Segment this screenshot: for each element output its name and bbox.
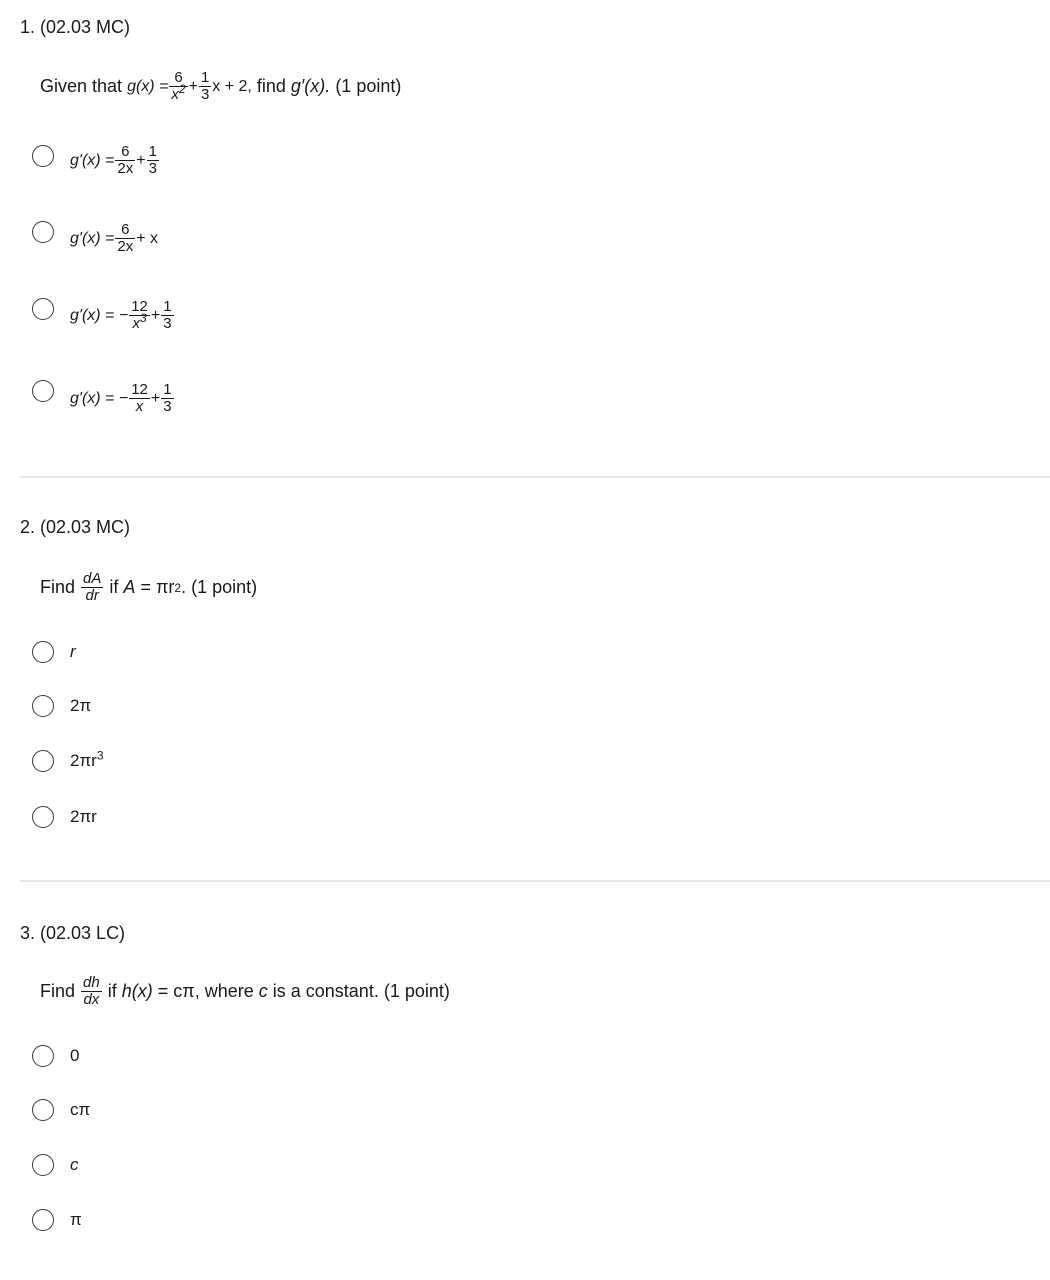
stem-frac1-numerator: 6 xyxy=(174,69,183,86)
q1-option-4-label xyxy=(70,382,175,415)
q3-option-2-label: cπ xyxy=(70,1100,91,1119)
stem-text-given: Given that xyxy=(40,76,123,96)
stem-points: (1 point) xyxy=(335,76,402,96)
q1-opt1-d1: 2x xyxy=(117,160,134,177)
stem-frac1-den-exp: 2 xyxy=(178,82,186,96)
stem-frac1-den-base: x xyxy=(171,86,179,103)
q1-opt2-d1: 2x xyxy=(117,238,134,255)
q2-option-4-label: 2πr xyxy=(70,807,97,826)
q1-opt1-op: + xyxy=(136,151,146,169)
q1-opt4-n1: 12 xyxy=(131,381,148,398)
stem-target: g′(x). xyxy=(290,76,331,96)
q3-func: h(x) xyxy=(121,981,153,1001)
stem-fraction-2 xyxy=(199,70,211,103)
q2-frac-den: dr xyxy=(81,587,103,604)
q1-opt1-d2: 3 xyxy=(148,160,157,177)
q1-option-3-radio[interactable] xyxy=(32,298,54,320)
q1-option-1-label xyxy=(70,144,160,177)
q1-opt3-op: + xyxy=(150,306,161,324)
q3-if-word: if xyxy=(107,981,117,1001)
q2-eq: = πr xyxy=(140,577,175,597)
q1-option-3-label xyxy=(70,299,175,332)
q1-option-2-radio[interactable] xyxy=(32,221,54,243)
q2-option-2-radio[interactable] xyxy=(32,695,54,717)
divider xyxy=(20,476,1050,478)
q1-opt2-tail: + x xyxy=(136,229,159,247)
q1-opt2-n1: 6 xyxy=(121,221,130,238)
q1-opt3-d2: 3 xyxy=(163,315,172,332)
q2-if-word: if xyxy=(109,577,119,597)
q2-find-word: Find xyxy=(40,577,76,597)
q3-option-3-label: c xyxy=(70,1155,79,1174)
q1-opt4-d2: 3 xyxy=(163,398,172,415)
question-3-header: 3. (02.03 LC) xyxy=(20,923,126,943)
q3-option-2-radio[interactable] xyxy=(32,1099,54,1121)
q2-option-1-radio[interactable] xyxy=(32,641,54,663)
q1-opt3-d1: x xyxy=(132,315,140,332)
q1-opt1-n2: 1 xyxy=(148,143,157,160)
stem-plus: + xyxy=(188,77,198,95)
q1-opt3-lhs: g'(x) = − xyxy=(70,306,129,324)
q3-option-4-radio[interactable] xyxy=(32,1209,54,1231)
q2-option-2-label: 2π xyxy=(70,696,92,715)
q1-opt2-lhs: g'(x) = xyxy=(70,229,115,247)
q3-rest-2: = cπ, where xyxy=(157,981,254,1001)
q1-option-1-radio[interactable] xyxy=(32,145,54,167)
q1-opt4-lhs: g'(x) = − xyxy=(70,389,129,407)
q3-option-3-radio[interactable] xyxy=(32,1154,54,1176)
stem-tail: x + 2, xyxy=(212,77,252,95)
q1-opt3-d1-exp: 3 xyxy=(139,311,147,325)
q1-opt3-n1: 12 xyxy=(131,298,148,315)
q3-rest-3: is a constant. (1 point) xyxy=(272,981,450,1001)
question-1-stem xyxy=(40,70,401,103)
q1-option-2-label xyxy=(70,222,158,255)
q2-var: A xyxy=(123,577,136,597)
q1-opt4-d1: x xyxy=(129,398,150,415)
q3-frac-num: dh xyxy=(83,974,100,991)
stem-fraction-1 xyxy=(169,70,187,103)
stem-func-label: g(x) = xyxy=(127,77,169,95)
q3-option-1-label: 0 xyxy=(70,1046,80,1065)
question-2-stem: Find $\frac{dA}{dr}$ if A = πr 2 . (1 point) xyxy=(40,570,258,604)
q2-opt3-exp: 3 xyxy=(96,748,104,763)
q1-opt4-n2: 1 xyxy=(163,381,172,398)
stem-find-word: find xyxy=(256,76,286,96)
stem-frac2-numerator: 1 xyxy=(200,69,210,86)
q3-frac-den: dx xyxy=(81,991,102,1008)
q3-option-1-radio[interactable] xyxy=(32,1045,54,1067)
stem-frac1-denominator xyxy=(169,82,187,103)
q2-frac-num: dA xyxy=(83,570,102,587)
q2-option-4-radio[interactable] xyxy=(32,806,54,828)
divider xyxy=(20,880,1050,882)
q1-opt1-n1: 6 xyxy=(121,143,130,160)
question-3-stem xyxy=(40,975,450,1008)
q1-opt4-op: + xyxy=(150,389,161,407)
q2-option-3-label xyxy=(70,748,104,771)
q3-find-word: Find xyxy=(40,981,76,1001)
stem-frac2-denominator: 3 xyxy=(200,86,210,103)
q3-option-4-label: π xyxy=(70,1210,82,1229)
stem-function-expression xyxy=(127,70,252,103)
q2-option-3-radio[interactable] xyxy=(32,750,54,772)
question-2-header: 2. (02.03 MC) xyxy=(20,517,131,537)
q1-opt1-lhs: g'(x) = xyxy=(70,151,115,169)
q2-option-1-label: r xyxy=(70,642,76,661)
q2-tail: . (1 point) xyxy=(181,577,258,597)
q3-c: c xyxy=(258,981,268,1001)
q1-opt3-n2: 1 xyxy=(163,298,172,315)
question-1-header: 1. (02.03 MC) xyxy=(20,17,131,37)
q2-opt3-base: 2πr xyxy=(70,751,97,770)
q1-option-4-radio[interactable] xyxy=(32,380,54,402)
